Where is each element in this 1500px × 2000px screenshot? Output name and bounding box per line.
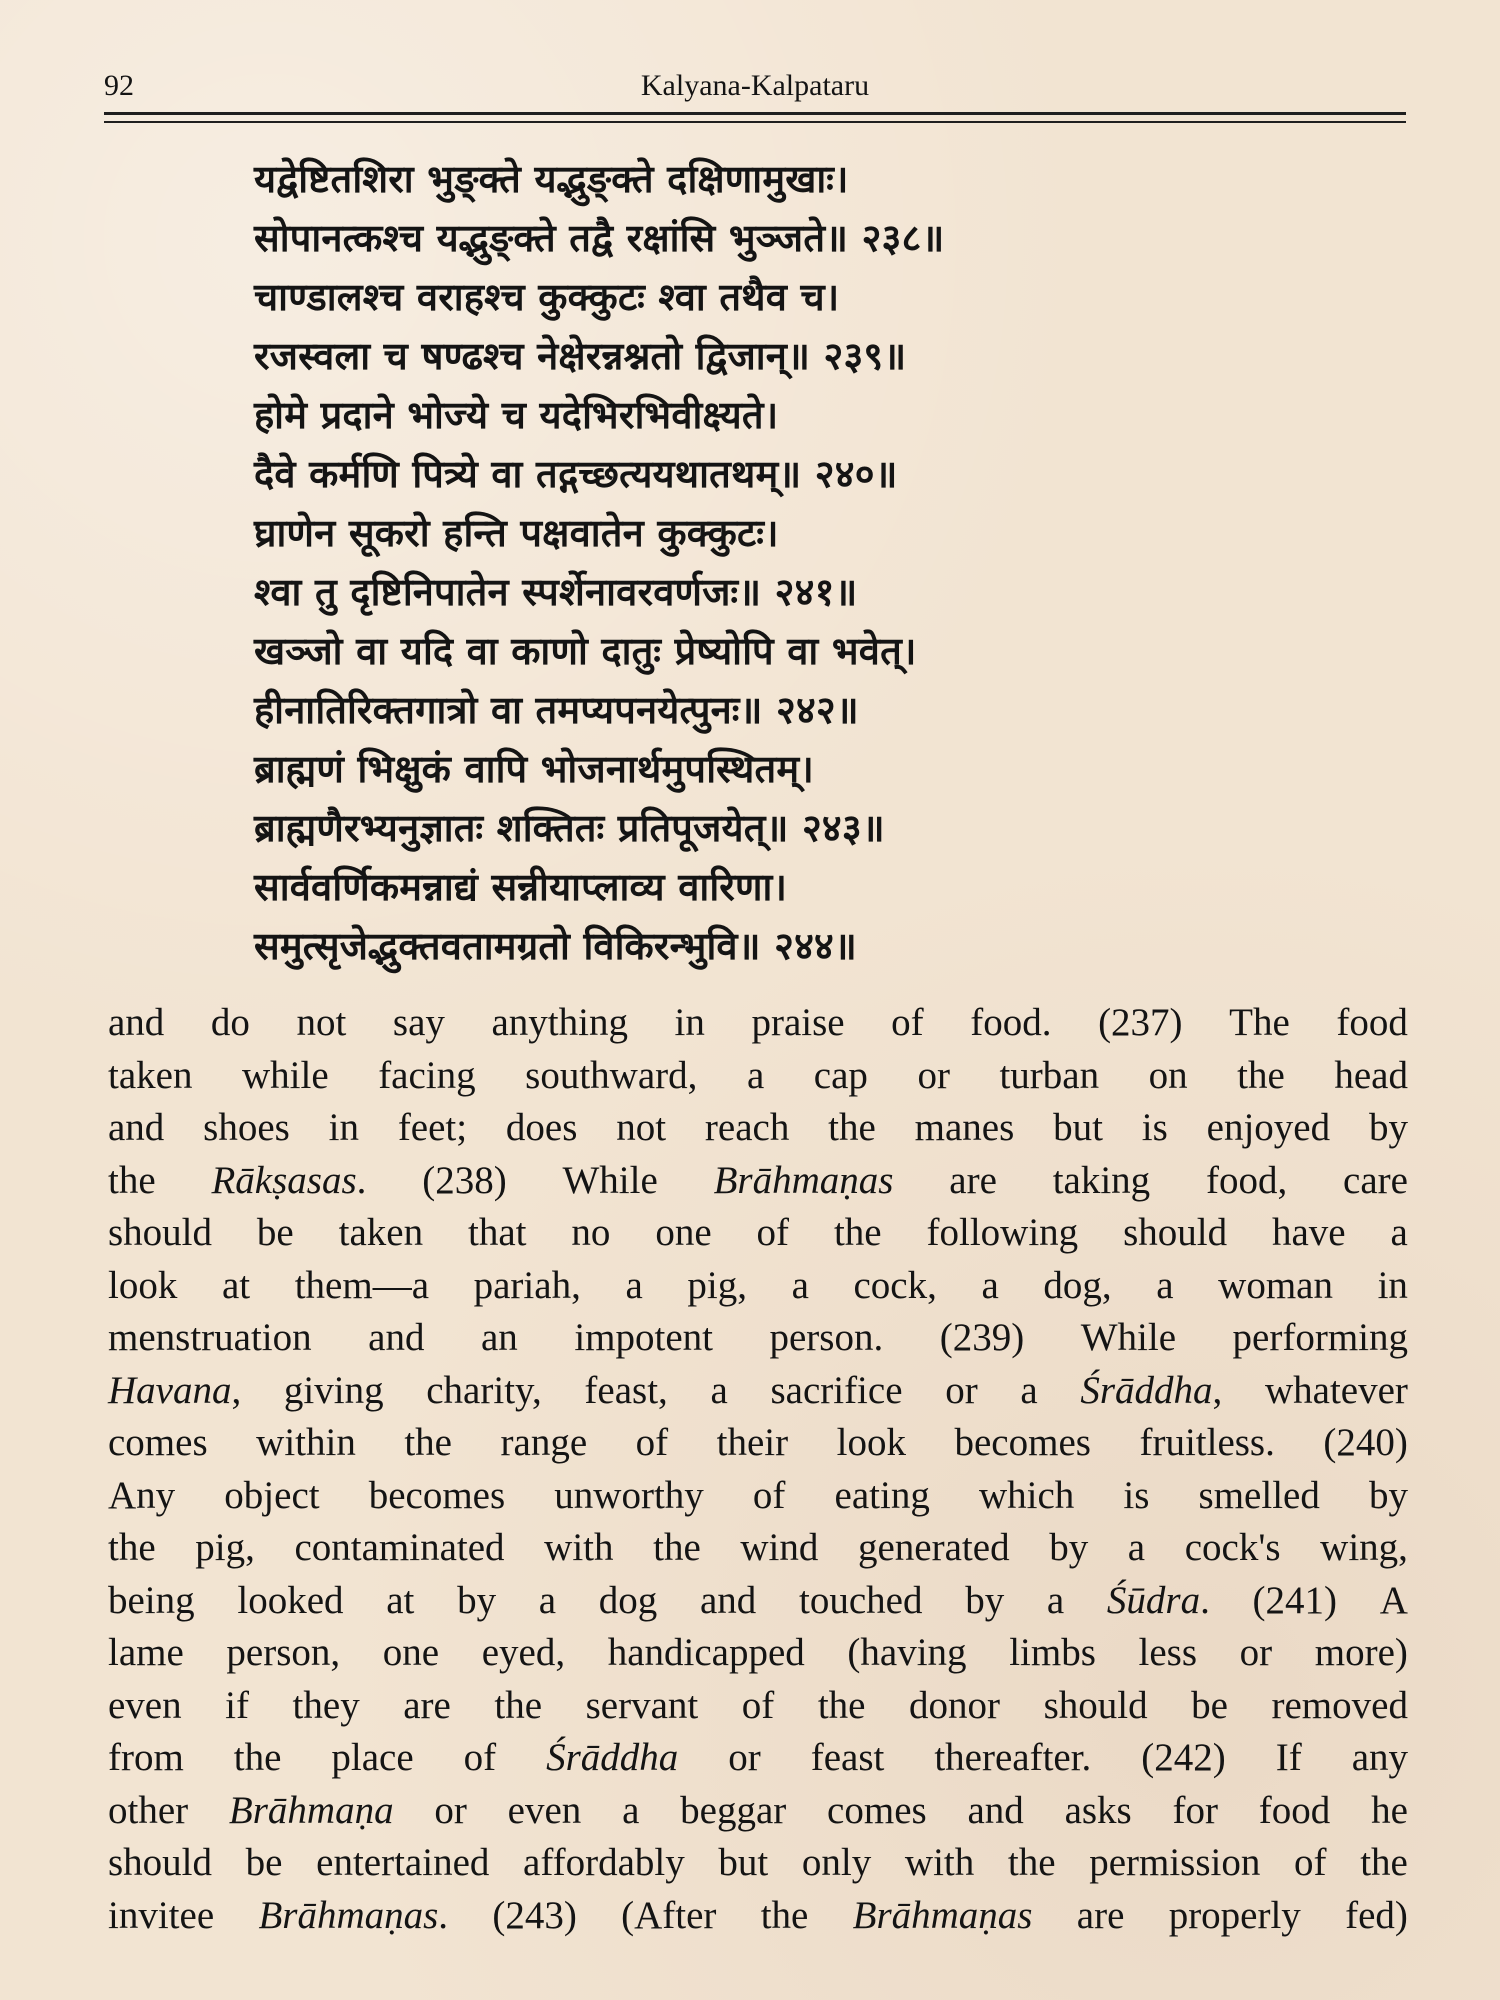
- prose-word: menstruation: [108, 1316, 312, 1359]
- prose-word: other: [108, 1788, 189, 1832]
- prose-word: them—a: [294, 1263, 430, 1307]
- prose-word: no: [571, 1211, 611, 1254]
- prose-word: by: [457, 1578, 497, 1622]
- prose-word: of: [463, 1736, 497, 1779]
- prose-word: within: [256, 1421, 356, 1464]
- prose-word: on: [1148, 1053, 1188, 1097]
- prose-word: servant: [585, 1683, 699, 1727]
- prose-word: impotent: [574, 1316, 713, 1359]
- prose-line: [108, 1155, 1408, 1208]
- prose-word: or: [945, 1368, 978, 1412]
- prose-word: cock,: [853, 1263, 937, 1307]
- prose-word: Any: [108, 1473, 176, 1517]
- prose-word: by: [1368, 1473, 1408, 1517]
- prose-word: a: [1127, 1526, 1146, 1569]
- prose-word: cap: [813, 1053, 868, 1097]
- prose-word: the: [1237, 1053, 1285, 1097]
- prose-word: charity,: [426, 1368, 542, 1412]
- prose-word: place: [331, 1736, 414, 1779]
- prose-word: dog: [598, 1578, 658, 1622]
- prose-line: [108, 1312, 1408, 1365]
- prose-word: the: [833, 1211, 882, 1254]
- prose-word: fed): [1345, 1893, 1408, 1937]
- prose-word: manes: [914, 1106, 1015, 1149]
- prose-line: [108, 1365, 1408, 1418]
- prose-word: taking: [1052, 1158, 1151, 1202]
- prose-word: have: [1272, 1211, 1346, 1254]
- prose-word: woman: [1218, 1263, 1333, 1307]
- prose-word: wind: [740, 1526, 819, 1569]
- prose-word: unworthy: [554, 1473, 704, 1517]
- prose-word: Brāhmaṇas.: [258, 1893, 449, 1937]
- prose-word: of: [891, 1001, 924, 1044]
- prose-word: performing: [1232, 1316, 1408, 1359]
- prose-word: (243): [492, 1893, 577, 1937]
- prose-word: but: [1053, 1106, 1103, 1149]
- prose-word: a: [791, 1263, 809, 1307]
- prose-word: lame: [108, 1631, 184, 1674]
- prose-word: permission: [1089, 1841, 1261, 1884]
- page-header: [104, 58, 1406, 118]
- prose-word: by: [1049, 1526, 1089, 1569]
- prose-word: The: [1229, 1001, 1290, 1044]
- prose-word: Havana,: [108, 1368, 242, 1412]
- prose-line: [108, 1627, 1408, 1680]
- prose-word: range: [500, 1421, 588, 1464]
- prose-word: invitee: [108, 1893, 215, 1937]
- prose-word: comes: [108, 1421, 208, 1464]
- prose-word: he: [1371, 1788, 1408, 1832]
- prose-word: in: [328, 1106, 359, 1149]
- prose-word: entertained: [316, 1841, 490, 1884]
- prose-word: look: [836, 1421, 906, 1464]
- verse-line: श्वा तु दृष्टिनिपातेन स्पर्शेनावरवर्णजः॥ २४१॥: [254, 570, 858, 614]
- prose-word: taken: [108, 1053, 193, 1097]
- prose-word: the: [233, 1736, 282, 1779]
- prose-word: contaminated: [294, 1526, 505, 1569]
- prose-word: food.: [970, 1001, 1052, 1044]
- prose-word: a: [1156, 1263, 1174, 1307]
- verse-line: समुत्सृजेद्भुक्तवतामग्रतो विकिरन्भुवि॥ २४४॥: [254, 924, 857, 968]
- prose-word: food: [1258, 1788, 1331, 1832]
- prose-word: person,: [226, 1631, 341, 1674]
- header-rule-top: [104, 112, 1406, 115]
- prose-word: even: [507, 1788, 582, 1832]
- prose-word: not: [616, 1106, 667, 1149]
- prose-line: [108, 1890, 1408, 1943]
- header-rule-bottom: [104, 121, 1406, 123]
- prose-word: a: [625, 1263, 643, 1307]
- prose-word: shoes: [203, 1106, 290, 1149]
- prose-word: giving: [283, 1368, 384, 1412]
- prose-word: limbs: [1009, 1631, 1096, 1674]
- prose-word: in: [1377, 1263, 1408, 1307]
- prose-word: and: [108, 1106, 165, 1149]
- prose-word: should: [1043, 1683, 1148, 1727]
- prose-word: with: [904, 1841, 975, 1884]
- translation-body: [108, 997, 1408, 1942]
- verse-line: दैवे कर्मणि पित्र्ये वा तद्गच्छत्ययथातथम्॥ २४०॥: [254, 452, 898, 496]
- prose-word: are: [403, 1683, 451, 1727]
- prose-word: or: [1239, 1631, 1273, 1674]
- prose-word: the: [1007, 1841, 1056, 1884]
- prose-word: a: [1046, 1578, 1065, 1622]
- prose-word: wing,: [1320, 1526, 1408, 1569]
- prose-line: [108, 1575, 1408, 1628]
- prose-word: should: [108, 1841, 213, 1884]
- prose-word: the: [108, 1158, 156, 1202]
- prose-word: but: [718, 1841, 769, 1884]
- prose-word: from: [108, 1736, 184, 1779]
- prose-word: at: [221, 1263, 251, 1307]
- prose-word: only: [801, 1841, 872, 1884]
- prose-word: less: [1138, 1631, 1197, 1674]
- prose-word: eating: [834, 1473, 930, 1517]
- prose-word: (241): [1252, 1578, 1338, 1622]
- prose-word: feast,: [584, 1368, 668, 1412]
- prose-word: head: [1334, 1053, 1408, 1097]
- page-number: 92: [104, 69, 134, 102]
- prose-line: [108, 1837, 1408, 1890]
- prose-word: a: [710, 1368, 728, 1412]
- prose-word: Rākṣasas.: [211, 1158, 367, 1202]
- prose-word: turban: [999, 1053, 1100, 1097]
- prose-word: southward,: [525, 1053, 698, 1097]
- prose-word: object: [224, 1473, 320, 1517]
- prose-line: [108, 1417, 1408, 1470]
- prose-word: if: [225, 1683, 249, 1727]
- verse-line: होमे प्रदाने भोज्ये च यदेभिरभिवीक्ष्यते।: [254, 393, 779, 437]
- prose-word: If: [1275, 1736, 1302, 1779]
- prose-word: more): [1314, 1631, 1408, 1674]
- verse-line: सार्ववर्णिकमन्नाद्यं सन्नीयाप्लाव्य वारिणा।: [254, 865, 788, 909]
- prose-word: the: [494, 1683, 543, 1727]
- prose-word: any: [1351, 1736, 1408, 1779]
- prose-word: their: [716, 1421, 789, 1464]
- prose-word: of: [756, 1211, 790, 1254]
- prose-word: is: [1123, 1473, 1150, 1517]
- prose-word: by: [1368, 1106, 1408, 1149]
- prose-word: eyed,: [481, 1631, 566, 1674]
- prose-word: donor: [909, 1683, 1001, 1727]
- prose-word: whatever: [1264, 1368, 1408, 1412]
- prose-word: one: [382, 1631, 440, 1674]
- verse-line: चाण्डालश्च वराहश्च कुक्कुटः श्वा तथैव च।: [254, 275, 840, 319]
- prose-word: becomes: [954, 1421, 1091, 1464]
- verse-line: खञ्जो वा यदि वा काणो दातुः प्रेष्योपि वा भवेत्।: [254, 629, 917, 673]
- prose-word: they: [292, 1683, 360, 1727]
- verse-line: रजस्वला च षण्ढश्च नेक्षेरन्नश्नतो द्विजान्॥ २३९॥: [254, 334, 907, 378]
- prose-word: by: [965, 1578, 1005, 1622]
- prose-word: pariah,: [473, 1263, 581, 1307]
- prose-word: be: [1191, 1683, 1228, 1727]
- prose-word: asks: [1064, 1788, 1132, 1832]
- prose-word: a: [1390, 1211, 1408, 1254]
- prose-word: should: [108, 1211, 213, 1254]
- prose-word: looked: [237, 1578, 344, 1622]
- prose-word: is: [1141, 1106, 1168, 1149]
- prose-word: and: [368, 1316, 425, 1359]
- prose-word: a: [746, 1053, 765, 1097]
- prose-word: affordably: [523, 1841, 685, 1884]
- prose-word: for: [1172, 1788, 1218, 1832]
- prose-word: and: [700, 1578, 757, 1622]
- prose-word: or: [917, 1053, 950, 1097]
- prose-line: [108, 1470, 1408, 1523]
- prose-word: taken: [338, 1211, 424, 1254]
- prose-line: [108, 1102, 1408, 1155]
- prose-word: are: [949, 1158, 997, 1202]
- prose-word: the: [828, 1106, 876, 1149]
- verse-line: सोपानत्कश्च यद्भुङ्क्ते तद्वै रक्षांसि भुञ्जते॥ २३८॥: [254, 216, 945, 260]
- prose-word: of: [752, 1473, 786, 1517]
- prose-word: be: [256, 1211, 294, 1254]
- prose-word: and: [108, 1001, 165, 1044]
- prose-word: (After: [621, 1893, 717, 1937]
- prose-line: [108, 1732, 1408, 1785]
- prose-word: Brāhmaṇas: [852, 1893, 1033, 1937]
- prose-word: a: [1020, 1368, 1038, 1412]
- prose-word: a: [538, 1578, 557, 1622]
- prose-word: should: [1123, 1211, 1228, 1254]
- prose-word: Śrāddha: [546, 1736, 679, 1779]
- prose-word: of: [741, 1683, 775, 1727]
- prose-word: look: [108, 1263, 178, 1307]
- prose-word: food,: [1205, 1158, 1288, 1202]
- prose-word: anything: [491, 1001, 628, 1044]
- prose-word: properly: [1168, 1893, 1301, 1937]
- prose-word: feast: [810, 1736, 885, 1779]
- verse-line: ब्राह्मणैरभ्यनुज्ञातः शक्तितः प्रतिपूजयेत्॥ २४३॥: [254, 806, 885, 850]
- prose-word: person.: [769, 1316, 884, 1359]
- prose-word: (239): [939, 1316, 1025, 1359]
- prose-line: [108, 1050, 1408, 1103]
- prose-word: the: [760, 1893, 809, 1937]
- running-title: Kalyana-Kalpataru: [640, 69, 870, 102]
- prose-word: feet;: [397, 1106, 468, 1149]
- prose-word: does: [505, 1106, 578, 1149]
- prose-line: [108, 1785, 1408, 1838]
- prose-word: not: [296, 1001, 347, 1044]
- prose-word: which: [978, 1473, 1075, 1517]
- prose-word: (238): [422, 1158, 507, 1202]
- prose-word: or: [728, 1736, 761, 1779]
- verse-line: यद्वेष्टितशिरा भुङ्क्ते यद्भुङ्क्ते दक्षिणामुखाः।: [254, 157, 849, 201]
- prose-word: food: [1336, 1001, 1408, 1044]
- prose-word: beggar: [680, 1788, 787, 1832]
- prose-word: following: [926, 1211, 1079, 1254]
- prose-word: While: [1080, 1316, 1177, 1359]
- prose-word: smelled: [1198, 1473, 1320, 1517]
- prose-word: Brāhmaṇas: [713, 1158, 894, 1202]
- prose-line: [108, 1207, 1408, 1260]
- prose-word: do: [210, 1001, 250, 1044]
- prose-word: (having: [847, 1631, 967, 1674]
- prose-word: at: [386, 1578, 415, 1622]
- verse-line: हीनातिरिक्तगात्रो वा तमप्यपनयेत्पुनः॥ २४२॥: [254, 688, 859, 732]
- prose-word: while: [242, 1053, 329, 1097]
- prose-word: one: [655, 1211, 712, 1254]
- prose-word: While: [562, 1158, 658, 1202]
- prose-word: thereafter.: [934, 1736, 1092, 1779]
- verse-line: घ्राणेन सूकरो हन्ति पक्षवातेन कुक्कुटः।: [254, 511, 779, 555]
- prose-word: are: [1076, 1893, 1125, 1937]
- prose-word: or: [434, 1788, 467, 1832]
- prose-word: the: [653, 1526, 701, 1569]
- prose-word: a: [981, 1263, 999, 1307]
- prose-word: becomes: [368, 1473, 506, 1517]
- prose-line: [108, 1680, 1408, 1733]
- prose-word: removed: [1271, 1683, 1408, 1727]
- prose-word: pig,: [195, 1526, 255, 1569]
- prose-line: [108, 1522, 1408, 1575]
- prose-word: of: [1294, 1841, 1327, 1884]
- prose-word: dog,: [1043, 1263, 1112, 1307]
- prose-word: care: [1343, 1158, 1408, 1202]
- prose-word: generated: [858, 1526, 1010, 1569]
- prose-word: (242): [1141, 1736, 1226, 1779]
- prose-line: [108, 1260, 1408, 1313]
- prose-word: a: [622, 1788, 640, 1832]
- prose-word: fruitless.: [1139, 1421, 1275, 1464]
- prose-word: (237): [1098, 1001, 1183, 1044]
- prose-word: even: [108, 1683, 182, 1727]
- prose-word: handicapped: [607, 1631, 805, 1674]
- prose-word: being: [108, 1578, 195, 1622]
- prose-word: Śrāddha,: [1080, 1368, 1223, 1412]
- prose-word: facing: [378, 1053, 476, 1097]
- prose-word: that: [468, 1211, 527, 1254]
- prose-word: say: [392, 1001, 445, 1044]
- prose-word: cock's: [1184, 1526, 1281, 1569]
- prose-word: Śūdra.: [1106, 1578, 1210, 1622]
- verse-line: ब्राह्मणं भिक्षुकं वापि भोजनार्थमुपस्थितम्।: [254, 747, 814, 791]
- prose-word: touched: [799, 1578, 923, 1622]
- prose-word: A: [1379, 1578, 1408, 1622]
- prose-word: the: [817, 1683, 866, 1727]
- prose-word: praise: [751, 1001, 845, 1044]
- prose-word: pig,: [687, 1263, 747, 1307]
- prose-word: an: [480, 1316, 518, 1359]
- prose-word: reach: [704, 1106, 790, 1149]
- prose-word: Brāhmaṇa: [228, 1788, 394, 1832]
- prose-word: and: [967, 1788, 1024, 1832]
- prose-word: the: [404, 1421, 452, 1464]
- prose-word: comes: [827, 1788, 927, 1832]
- sanskrit-verse-block: [254, 150, 1264, 976]
- prose-word: the: [1360, 1841, 1408, 1884]
- prose-word: enjoyed: [1206, 1106, 1331, 1149]
- prose-word: of: [635, 1421, 669, 1464]
- prose-word: the: [108, 1526, 156, 1569]
- prose-word: sacrifice: [770, 1368, 903, 1412]
- prose-word: be: [245, 1841, 283, 1884]
- prose-word: (240): [1323, 1421, 1408, 1464]
- prose-word: with: [544, 1526, 614, 1569]
- prose-line: [108, 997, 1408, 1050]
- prose-word: in: [674, 1001, 705, 1044]
